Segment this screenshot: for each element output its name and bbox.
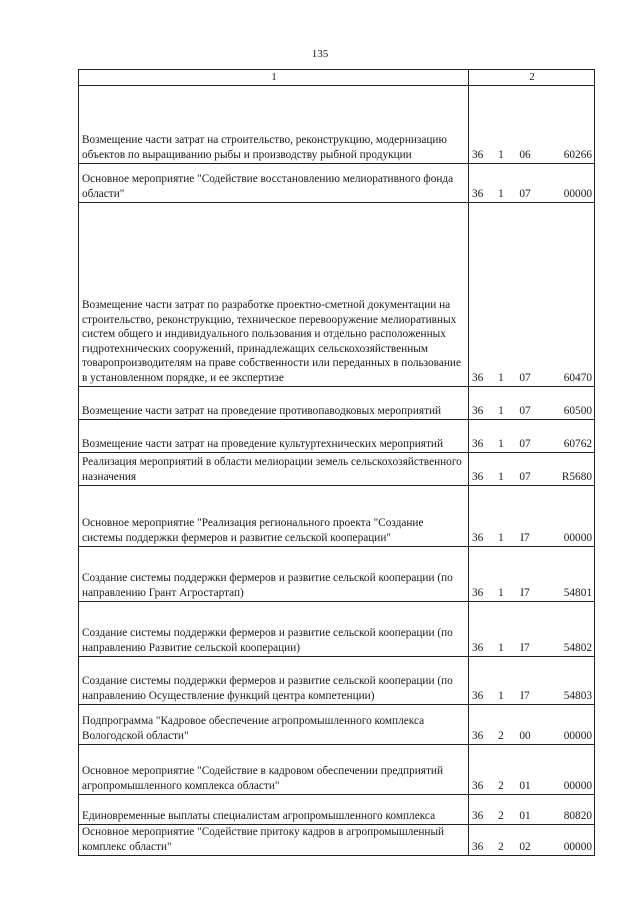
- code-parts: [472, 187, 592, 202]
- code-subprogram: 1: [498, 437, 504, 450]
- row-classification-code: [469, 164, 595, 203]
- code-parts: [472, 148, 592, 163]
- code-activity: 07: [519, 470, 531, 483]
- row-description: Возмещение части затрат на проведение противопаводковых мероприятий: [79, 387, 469, 420]
- code-direction: 54803: [563, 689, 592, 702]
- row-description: Основное мероприятие "Реализация регионального проекта "Создание системы поддержки фермеров и развитие сельской кооперации": [79, 486, 469, 547]
- code-program: 36: [472, 689, 484, 702]
- table-header-row: [79, 70, 595, 86]
- code-direction: R5680: [561, 470, 592, 483]
- code-subprogram: 1: [498, 371, 504, 384]
- code-program: 36: [472, 729, 484, 742]
- code-parts: [472, 404, 592, 419]
- code-activity: 07: [519, 371, 531, 384]
- row-classification-code: [469, 453, 595, 486]
- code-activity: 07: [519, 404, 531, 417]
- code-program: 36: [472, 470, 484, 483]
- code-activity: 02: [519, 840, 531, 853]
- code-program: 36: [472, 586, 484, 599]
- row-classification-code: [469, 602, 595, 657]
- row-description: Основное мероприятие "Содействие притоку кадров в агропромышленный комплекс области": [79, 825, 469, 856]
- code-program: 36: [472, 779, 484, 792]
- code-direction: 00000: [563, 729, 592, 742]
- code-parts: [472, 470, 592, 485]
- row-classification-code: [469, 86, 595, 164]
- code-subprogram: 2: [498, 729, 504, 742]
- code-direction: 60762: [563, 437, 592, 450]
- code-subprogram: 1: [498, 470, 504, 483]
- table-row: [79, 86, 595, 164]
- code-program: 36: [472, 531, 484, 544]
- code-program: 36: [472, 641, 484, 654]
- code-activity: 06: [519, 148, 531, 161]
- table-row: [79, 164, 595, 203]
- row-description: Создание системы поддержки фермеров и развитие сельской кооперации (по направлению Грант Агростартап): [79, 547, 469, 602]
- code-subprogram: 1: [498, 641, 504, 654]
- code-activity: 01: [519, 779, 531, 792]
- code-subprogram: 1: [498, 586, 504, 599]
- code-subprogram: 1: [498, 689, 504, 702]
- table-row: [79, 825, 595, 856]
- row-description: Подпрограмма "Кадровое обеспечение агропромышленного комплекса Вологодской области": [79, 705, 469, 745]
- code-parts: [472, 371, 592, 386]
- code-activity: 07: [519, 437, 531, 450]
- code-subprogram: 1: [498, 148, 504, 161]
- row-description: Создание системы поддержки фермеров и развитие сельской кооперации (по направлению Развитие сельской кооперации): [79, 602, 469, 657]
- table-row: [79, 602, 595, 657]
- row-classification-code: [469, 705, 595, 745]
- code-subprogram: 2: [498, 809, 504, 822]
- code-program: 36: [472, 809, 484, 822]
- code-subprogram: 1: [498, 187, 504, 200]
- column-header-2: 2: [469, 70, 595, 86]
- table-row: [79, 547, 595, 602]
- row-classification-code: [469, 745, 595, 795]
- row-description: Возмещение части затрат на строительство, реконструкцию, модернизацию объектов по выращиванию рыбы и производству рыбной продукции: [79, 86, 469, 164]
- code-program: 36: [472, 148, 484, 161]
- code-program: 36: [472, 404, 484, 417]
- page-number: 135: [311, 48, 329, 60]
- row-classification-code: [469, 387, 595, 420]
- row-classification-code: [469, 795, 595, 825]
- table-row: [79, 657, 595, 705]
- column-header-1: 1: [79, 70, 469, 86]
- code-direction: 60266: [563, 148, 592, 161]
- code-direction: 00000: [563, 187, 592, 200]
- code-direction: 60500: [563, 404, 592, 417]
- row-description: Единовременные выплаты специалистам агропромышленного комплекса: [79, 795, 469, 825]
- row-description: Создание системы поддержки фермеров и развитие сельской кооперации (по направлению Осуществление функций центра компетенции): [79, 657, 469, 705]
- table-row: [79, 203, 595, 387]
- code-program: 36: [472, 840, 484, 853]
- code-direction: 80820: [563, 809, 592, 822]
- budget-classification-table: [78, 69, 595, 856]
- row-description: Возмещение части затрат по разработке проектно-сметной документации на строительство, реконструкцию, техническое перевооружение мелиоративных систем общего и индивидуального пользования и отдельно расположенных гидротехнических сооружений, принадлежащих сельскохозяйственным товаропроизводителям на праве собственности или переданных в пользование в установленном порядке, и ее экспертизе: [79, 203, 469, 387]
- table-row: [79, 745, 595, 795]
- row-classification-code: [469, 486, 595, 547]
- code-parts: [472, 531, 592, 546]
- row-classification-code: [469, 825, 595, 856]
- code-subprogram: 2: [498, 840, 504, 853]
- code-parts: [472, 586, 592, 601]
- row-classification-code: [469, 657, 595, 705]
- row-classification-code: [469, 203, 595, 387]
- code-parts: [472, 437, 592, 452]
- row-description: Возмещение части затрат на проведение культуртехнических мероприятий: [79, 420, 469, 453]
- code-activity: 00: [519, 729, 531, 742]
- code-parts: [472, 840, 592, 855]
- code-direction: 00000: [563, 840, 592, 853]
- table-row: [79, 453, 595, 486]
- code-parts: [472, 779, 592, 794]
- code-activity: I7: [520, 689, 530, 702]
- code-activity: 01: [519, 809, 531, 822]
- table-row: [79, 486, 595, 547]
- code-parts: [472, 809, 592, 824]
- code-program: 36: [472, 371, 484, 384]
- code-parts: [472, 641, 592, 656]
- code-direction: 00000: [563, 531, 592, 544]
- row-classification-code: [469, 420, 595, 453]
- code-parts: [472, 729, 592, 744]
- row-description: Основное мероприятие "Содействие восстановлению мелиоративного фонда области": [79, 164, 469, 203]
- code-activity: 07: [519, 187, 531, 200]
- row-description: Основное мероприятие "Содействие в кадровом обеспечении предприятий агропромышленного комплекса области": [79, 745, 469, 795]
- code-parts: [472, 689, 592, 704]
- code-activity: I7: [520, 641, 530, 654]
- code-direction: 54802: [563, 641, 592, 654]
- table-row: [79, 387, 595, 420]
- code-direction: 54801: [563, 586, 592, 599]
- code-subprogram: 1: [498, 531, 504, 544]
- code-activity: I7: [520, 531, 530, 544]
- table-row: [79, 705, 595, 745]
- table-row: [79, 420, 595, 453]
- table-row: [79, 795, 595, 825]
- code-subprogram: 1: [498, 404, 504, 417]
- code-direction: 00000: [563, 779, 592, 792]
- code-activity: I7: [520, 586, 530, 599]
- row-description: Реализация мероприятий в области мелиорации земель сельскохозяйственного назначения: [79, 453, 469, 486]
- code-program: 36: [472, 437, 484, 450]
- code-direction: 60470: [563, 371, 592, 384]
- row-classification-code: [469, 547, 595, 602]
- code-program: 36: [472, 187, 484, 200]
- code-subprogram: 2: [498, 779, 504, 792]
